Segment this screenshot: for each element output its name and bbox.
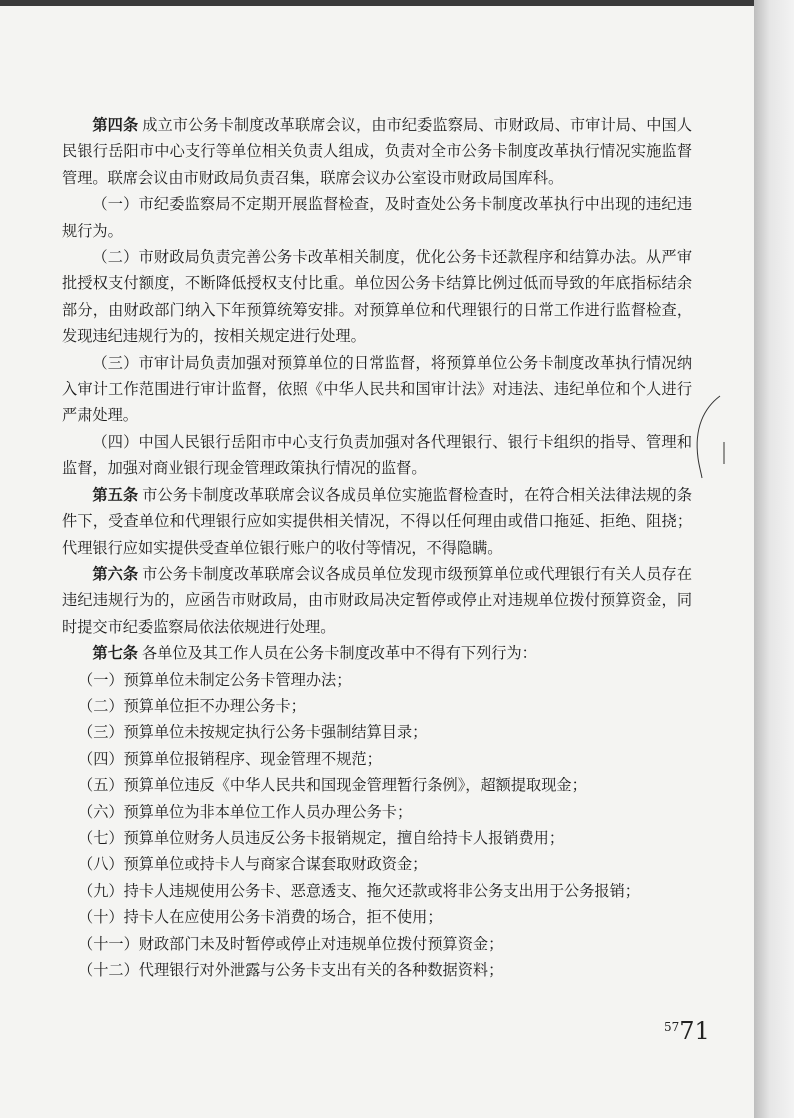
article-6-heading: 第六条 [92,564,139,583]
pen-stroke-mark [690,392,730,482]
list-item: （九）持卡人违规使用公务卡、恶意透支、拖欠还款或将非公务支出用于公务报销； [78,881,640,900]
page-number-small: 57 [664,1020,680,1034]
list-item: （五）预算单位违反《中华人民共和国现金管理暂行条例》，超额提取现金； [78,776,587,795]
list-item: （四）预算单位报销程序、现金管理不规范； [78,749,382,768]
list-item: （二）预算单位拒不办理公务卡； [78,696,306,715]
page-number-large: 71 [679,1017,710,1045]
article-4-item-1: （一）市纪委监察局不定期开展监督检查，及时查处公务卡制度改革执行中出现的违纪违规行为。 [62,195,692,240]
document-body [62,112,692,983]
list-item: （六）预算单位为非本单位工作人员办理公务卡； [78,802,413,821]
list-item: （八）预算单位或持卡人与商家合谋套取财政资金； [78,855,428,874]
article-7-heading: 第七条 [92,644,138,663]
article-7-text: 各单位及其工作人员在公务卡制度改革中不得有下列行为： [141,644,537,663]
article-6 [62,561,692,640]
article-7 [62,640,692,666]
article-4-item-3: （三）市审计局负责加强对预算单位的日常监督，将预算单位公务卡制度改革执行情况纳入审计工作范围进行审计监督，依照《中华人民共和国审计法》对违法、违纪单位和个人进行严肃处理。 [62,353,692,425]
list-item: （三）预算单位未按规定执行公务卡强制结算目录； [78,723,428,742]
article-5-text: 市公务卡制度改革联席会议各成员单位实施监督检查时，在符合相关法律法规的条件下，受查单位和代理银行应如实提供相关情况，不得以任何理由或借口拖延、拒绝、阻挠；代理银行应如实提供受查单位银行账户的收付等情况，不得隐瞒。 [62,485,693,557]
list-item: （七）预算单位财务人员违反公务卡报销规定，擅自给持卡人报销费用； [78,828,564,847]
page-number [664,1017,710,1045]
list-item: （十）持卡人在应使用公务卡消费的场合，拒不使用； [78,908,443,927]
article-4 [62,112,692,191]
article-5-heading: 第五条 [92,485,139,504]
article-5 [62,482,692,561]
list-item: （十一）财政部门未及时暂停或停止对违规单位拨付预算资金； [78,934,504,953]
list-item: （一）预算单位未制定公务卡管理办法； [78,670,352,689]
article-4-heading: 第四条 [92,116,139,134]
list-item: （十二）代理银行对外泄露与公务卡支出有关的各种数据资料； [78,961,504,979]
article-4-text: 成立市公务卡制度改革联席会议，由市纪委监察局、市财政局、市审计局、中国人民银行岳阳市中心支行等单位相关负责人组成，负责对全市公务卡制度改革执行情况实施监督管理。联席会议由市财政局负责召集，联席会议办公室设市财政局国库科。 [62,116,693,187]
article-4-item-4: （四）中国人民银行岳阳市中心支行负责加强对各代理银行、银行卡组织的指导、管理和监督，加强对商业银行现金管理政策执行情况的监督。 [62,432,692,478]
article-6-text: 市公务卡制度改革联席会议各成员单位发现市级预算单位或代理银行有关人员存在违纪违规行为的，应函告市财政局，由市财政局决定暂停或停止对违规单位拨付预算资金，同时提交市纪委监察局依法依规进行处理。 [62,564,693,636]
scan-edge-right [754,0,794,1118]
article-4-item-2: （二）市财政局负责完善公务卡改革相关制度，优化公务卡还款程序和结算办法。从严审批授权支付额度，不断降低授权支付比重。单位因公务卡结算比例过低而导致的年底指标结余部分，由财政部门纳入下年预算统筹安排。对预算单位和代理银行的日常工作进行监督检查，发现违纪违规行为的，按相关规定进行处理。 [62,248,692,346]
